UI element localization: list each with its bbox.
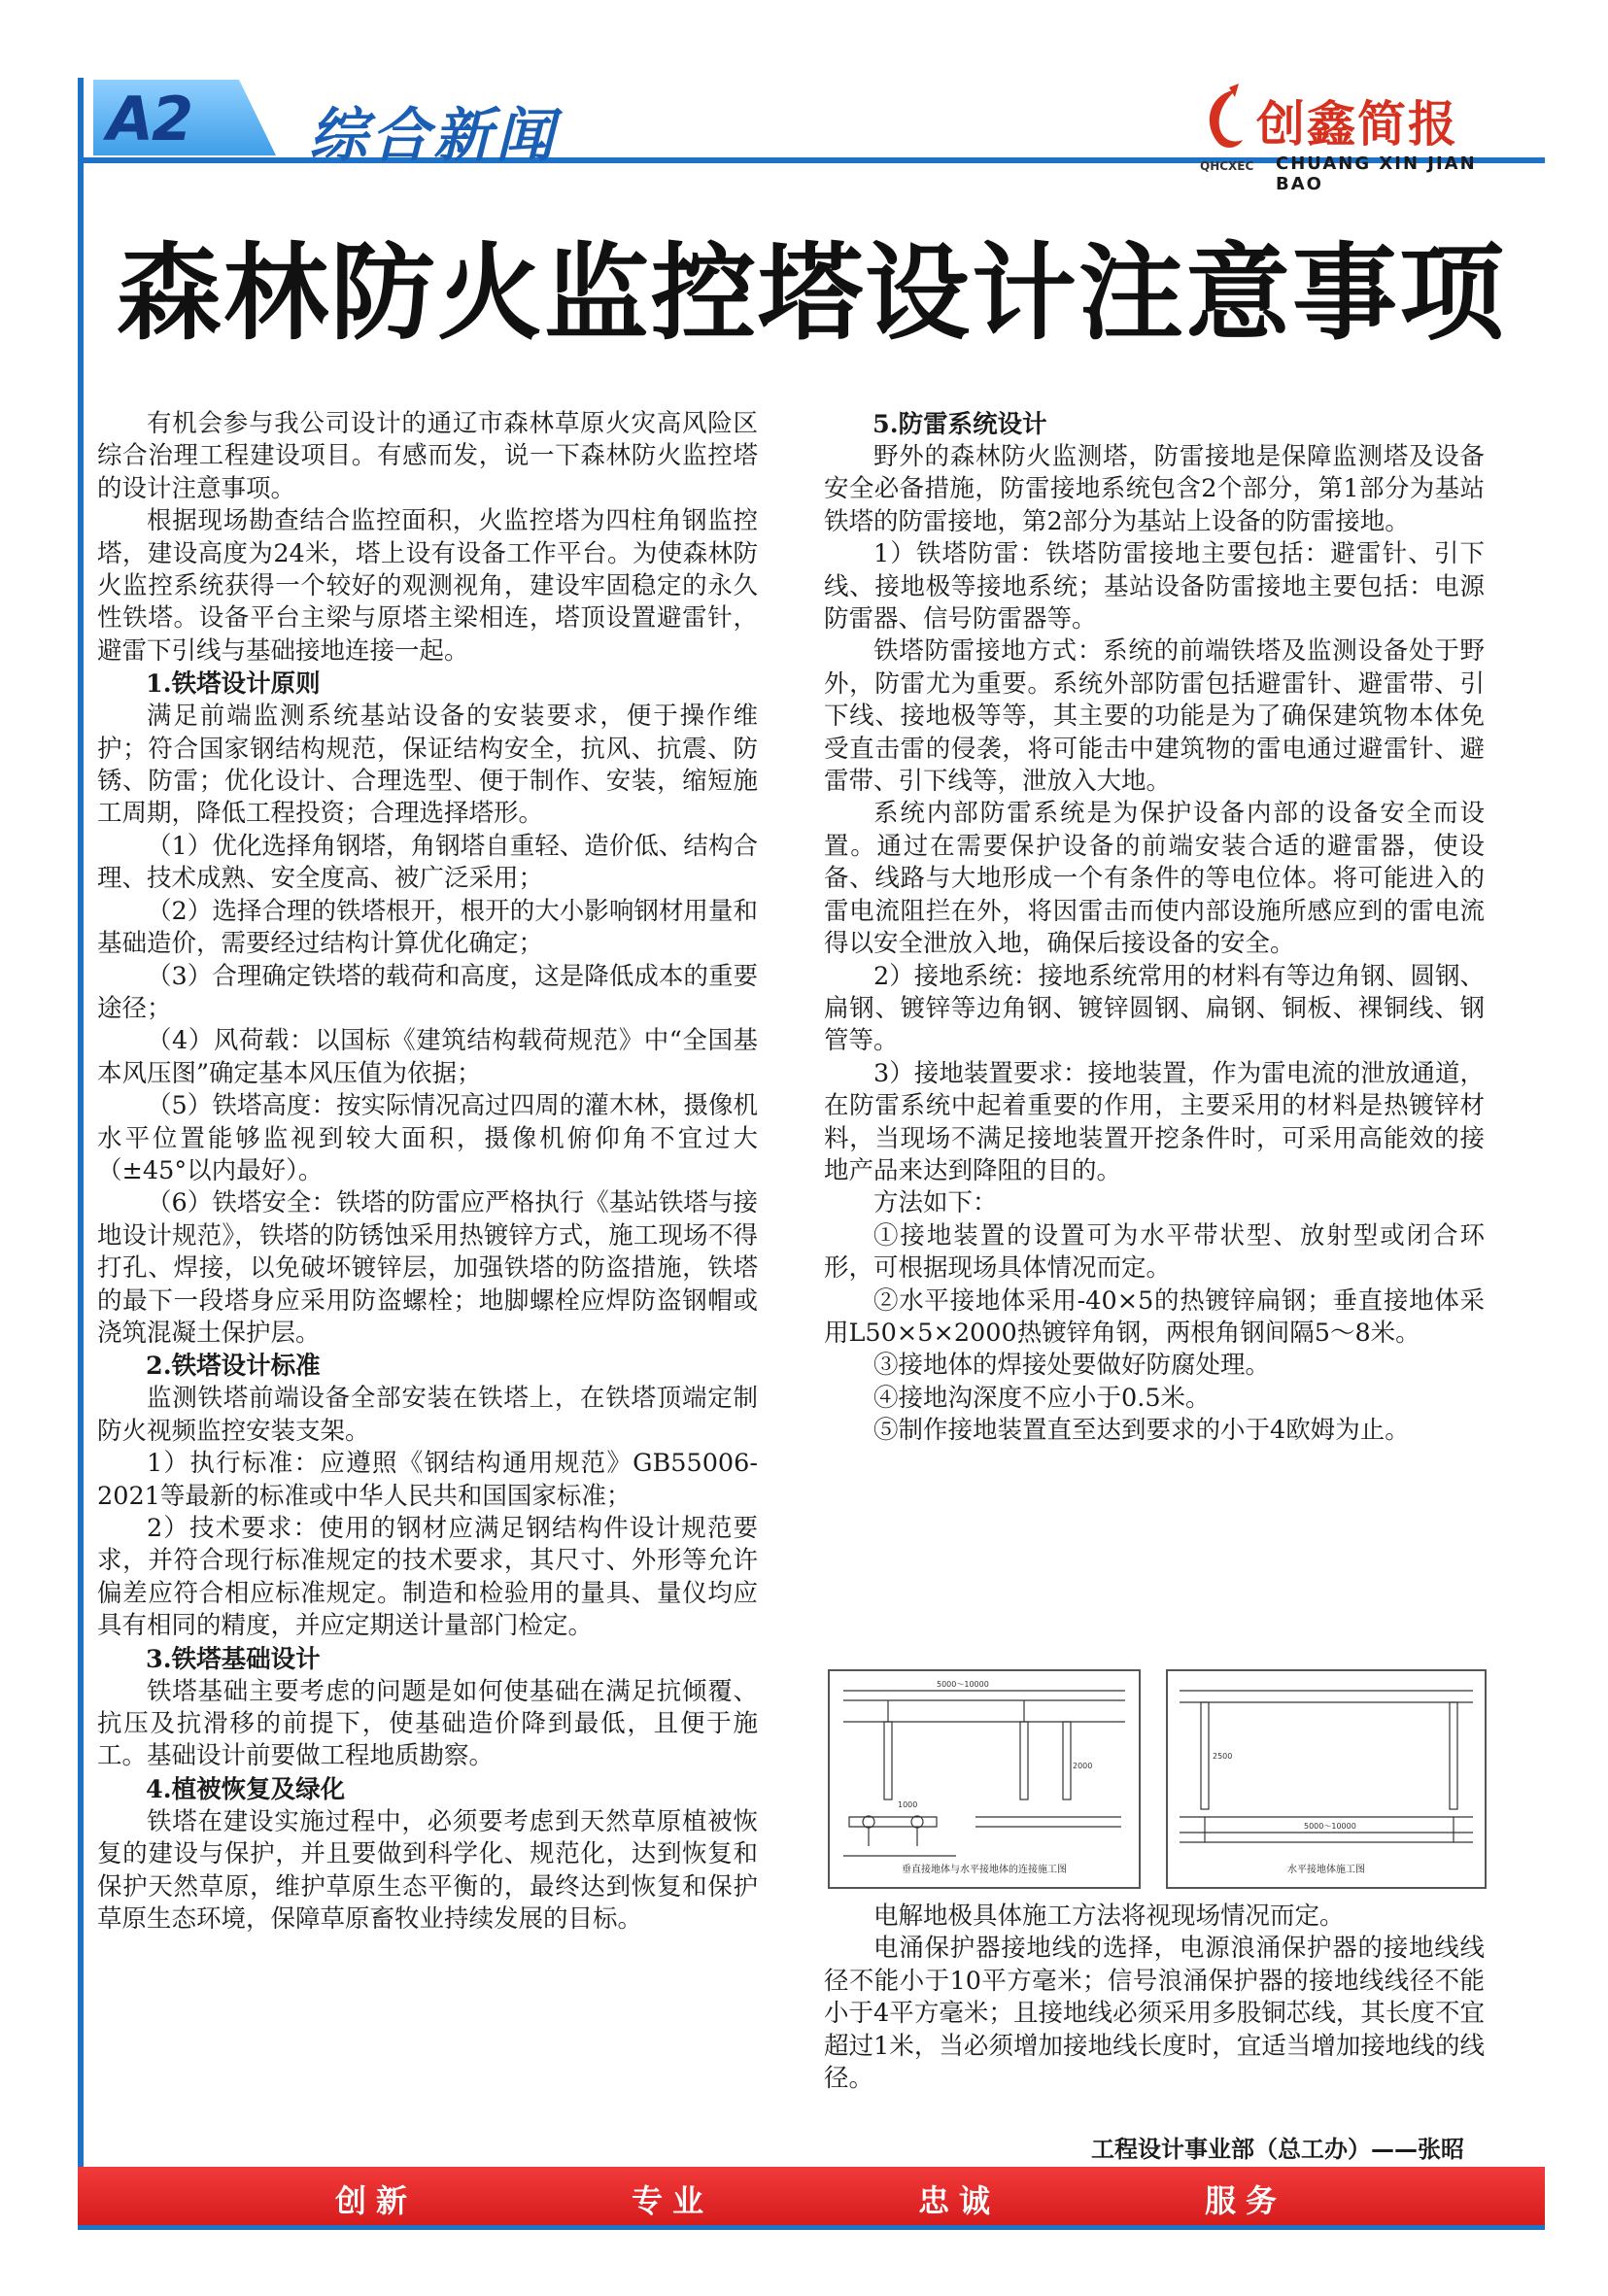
footer-banner <box>78 2167 1545 2230</box>
article-author: 工程设计事业部（总工办）——张昭 <box>1091 2136 1464 2163</box>
paragraph: 铁塔基础主要考虑的问题是如何使基础在满足抗倾覆、抗压及抗滑移的前提下，使基础造价降到最低，且便于施工。基础设计前要做工程地质勘察。 <box>97 1676 758 1771</box>
paragraph: （1）优化选择角钢塔，角钢塔自重轻、造价低、结构合理、技术成熟、安全度高、被广泛采用； <box>97 831 758 894</box>
paragraph: （4）风荷载：以国标《建筑结构载荷规范》中“全国基本风压图”确定基本风压值为依据； <box>97 1026 758 1088</box>
logo-text-en: CHUANG XIN JIAN BAO <box>1276 154 1477 194</box>
paragraph: （6）铁塔安全：铁塔的防雷应严格执行《基站铁塔与接地设计规范》，铁塔的防锈蚀采用热镀锌方式，施工现场不得打孔、焊接，以免破坏镀锌层，加强铁塔的防盗措施，铁塔的最下一段塔身应采用防盗螺栓；地脚螺栓应焊防盗钢帽或浇筑混凝土保护层。 <box>97 1188 758 1348</box>
section-heading: 1.铁塔设计原则 <box>146 669 321 700</box>
paragraph: 铁塔防雷接地方式：系统的前端铁塔及监测设备处于野外，防雷尤为重要。系统外部防雷包括避雷针、避雷带、引下线、接地极等等，其主要的功能是为了确保建筑物本体免受直击雷的侵袭，将可能击中建筑物的雷电通过避雷针、避雷带、引下线等，泄放入大地。 <box>824 636 1485 797</box>
logo-mark-icon <box>1200 84 1249 154</box>
paragraph: 野外的森林防火监测塔，防雷接地是保障监测塔及设备安全必备措施，防雷接地系统包含2个部分，第1部分为基站铁塔的防雷接地，第2部分为基站上设备的防雷接地。 <box>824 442 1485 536</box>
right-dim-v: 2500 <box>1213 1752 1233 1761</box>
section-title: 综合新闻 <box>309 102 558 170</box>
paragraph: 3）接地装置要求：接地装置，作为雷电流的泄放通道，在防雷系统中起着重要的作用，主要采用的材料是热镀锌材料，当现场不满足接地装置开挖条件时，可采用高能效的接地产品来达到降阻的目的。 <box>824 1058 1485 1185</box>
page-number: A2 <box>107 84 192 154</box>
paragraph: 1）铁塔防雷：铁塔防雷接地主要包括：避雷针、引下线、接地极等接地系统；基站设备防雷接地主要包括：电源防雷器、信号防雷器等。 <box>824 539 1485 634</box>
left-border-bar <box>78 78 84 2167</box>
left-diagram-caption: 垂直接地体与水平接地体的连接施工图 <box>902 1865 1067 1875</box>
footer-motto-1: 创新 <box>335 2182 418 2219</box>
paragraph: 电涌保护器接地线的选择，电源浪涌保护器的接地线线径不能小于10平方毫米；信号浪涌保护器的接地线线径不能小于4平方毫米；且接地线必须采用多股铜芯线，其长度不宜超过1米，当必须增加接地线长度时，宜适当增加接地线的线径。 <box>824 1934 1485 2094</box>
footer-motto-2: 专业 <box>632 2182 714 2219</box>
grounding-connection-drawing <box>830 1671 1139 1887</box>
left-dim-v: 2000 <box>1073 1762 1093 1770</box>
paragraph: 系统内部防雷系统是为保护设备内部的设备安全而设置。通过在需要保护设备的前端安装合适的避雷器，使设备、线路与大地形成一个有条件的等电位体。将可能进入的雷电流阻拦在外，将因雷击而使内部设施所感应到的雷电流得以安全泄放入地，确保后接设备的安全。 <box>824 799 1485 959</box>
paragraph: ⑤制作接地装置直至达到要求的小于4欧姆为止。 <box>873 1416 1410 1446</box>
right-dim: 5000～10000 <box>1304 1822 1356 1831</box>
paragraph: ①接地装置的设置可为水平带状型、放射型或闭合环形，可根据现场具体情况而定。 <box>824 1220 1485 1284</box>
paragraph: 电解地极具体施工方法将视现场情况而定。 <box>873 1902 1345 1931</box>
paragraph: （3）合理确定铁塔的载荷和高度，这是降低成本的重要途径； <box>97 961 758 1023</box>
paragraph: ③接地体的焊接处要做好防腐处理。 <box>873 1351 1271 1381</box>
paragraph: 铁塔在建设实施过程中，必须要考虑到天然草原植被恢复的建设与保护，并且要做到科学化、规范化，达到恢复和保护天然草原，维护草原生态平衡的，最终达到恢复和保护草原生态环境，保障草原畜牧业持续发展的目标。 <box>97 1806 758 1935</box>
page-number-badge <box>93 80 276 155</box>
paragraph: 2）技术要求：使用的钢材应满足钢结构件设计规范要求，并符合现行标准规定的技术要求，其尺寸、外形等允许偏差应符合相应标准规定。制造和检验用的量具、量仪均应具有相同的精度，并应定期送计量部门检定。 <box>97 1514 758 1641</box>
section-heading: 3.铁塔基础设计 <box>146 1644 321 1674</box>
horizontal-grounding-diagram <box>1166 1669 1487 1889</box>
paragraph: ④接地沟深度不应小于0.5米。 <box>873 1383 1211 1413</box>
right-diagram-caption: 水平接地体施工图 <box>1287 1865 1365 1875</box>
section-heading: 4.植被恢复及绿化 <box>146 1774 346 1804</box>
left-dim-h: 1000 <box>898 1800 918 1809</box>
paragraph: ②水平接地体采用-40×5的热镀锌扁钢；垂直接地体采用L50×5×2000热镀锌角钢，两根角钢间隔5～8米。 <box>824 1285 1485 1348</box>
article-title: 森林防火监控塔设计注意事项 <box>116 233 1506 355</box>
paragraph: 根据现场勘查结合监控面积，火监控塔为四柱角钢监控塔，建设高度为24米，塔上设有设备工作平台。为使森林防火监控系统获得一个较好的观测视角，建设牢固稳定的永久性铁塔。设备平台主梁与原塔主梁相连，塔顶设置避雷针，避雷下引线与基础接地连接一起。 <box>97 506 758 666</box>
section-heading: 5.防雷系统设计 <box>872 410 1047 439</box>
paragraph: 监测铁塔前端设备全部安装在铁塔上，在铁塔顶端定制防火视频监控安装支架。 <box>97 1384 758 1446</box>
horizontal-grounding-drawing <box>1168 1671 1485 1887</box>
logo-text-cn: 创鑫简报 <box>1256 95 1458 153</box>
right-column <box>824 408 1485 1448</box>
footer-motto-3: 忠诚 <box>918 2182 1001 2219</box>
logo-text-small: QHCXEC <box>1200 159 1254 173</box>
vertical-horizontal-grounding-diagram <box>828 1669 1141 1889</box>
paragraph: 1）执行标准：应遵照《钢结构通用规范》GB55006-2021等最新的标准或中华人民共和国国家标准； <box>97 1449 758 1511</box>
right-column-continued <box>824 1901 1485 2095</box>
diagram-pair <box>826 1669 1487 1885</box>
paragraph: （5）铁塔高度：按实际情况高过四周的灌木林，摄像机水平位置能够监视到较大面积，摄像机俯仰角不宜过大（±45°以内最好）。 <box>97 1091 758 1185</box>
section-heading: 2.铁塔设计标准 <box>146 1352 321 1382</box>
left-dim-top: 5000～10000 <box>937 1680 989 1689</box>
footer-motto-4: 服务 <box>1205 2182 1287 2219</box>
brand-logo <box>1200 84 1511 194</box>
paragraph: 满足前端监测系统基站设备的安装要求，便于操作维护；符合国家钢结构规范，保证结构安全，抗风、抗震、防锈、防雷；优化设计、合理选型、便于制作、安装，缩短施工周期，降低工程投资；合理选择塔形。 <box>97 702 758 829</box>
paragraph: （2）选择合理的铁塔根开，根开的大小影响钢材用量和基础造价，需要经过结构计算优化确定； <box>97 896 758 959</box>
left-column <box>97 408 758 1936</box>
paragraph: 2）接地系统：接地系统常用的材料有等边角钢、圆钢、扁钢、镀锌等边角钢、镀锌圆钢、扁钢、铜板、裸铜线、钢管等。 <box>824 961 1485 1056</box>
paragraph: 方法如下： <box>873 1188 998 1218</box>
paragraph: 有机会参与我公司设计的通辽市森林草原火灾高风险区综合治理工程建设项目。有感而发，说一下森林防火监控塔的设计注意事项。 <box>97 409 758 503</box>
